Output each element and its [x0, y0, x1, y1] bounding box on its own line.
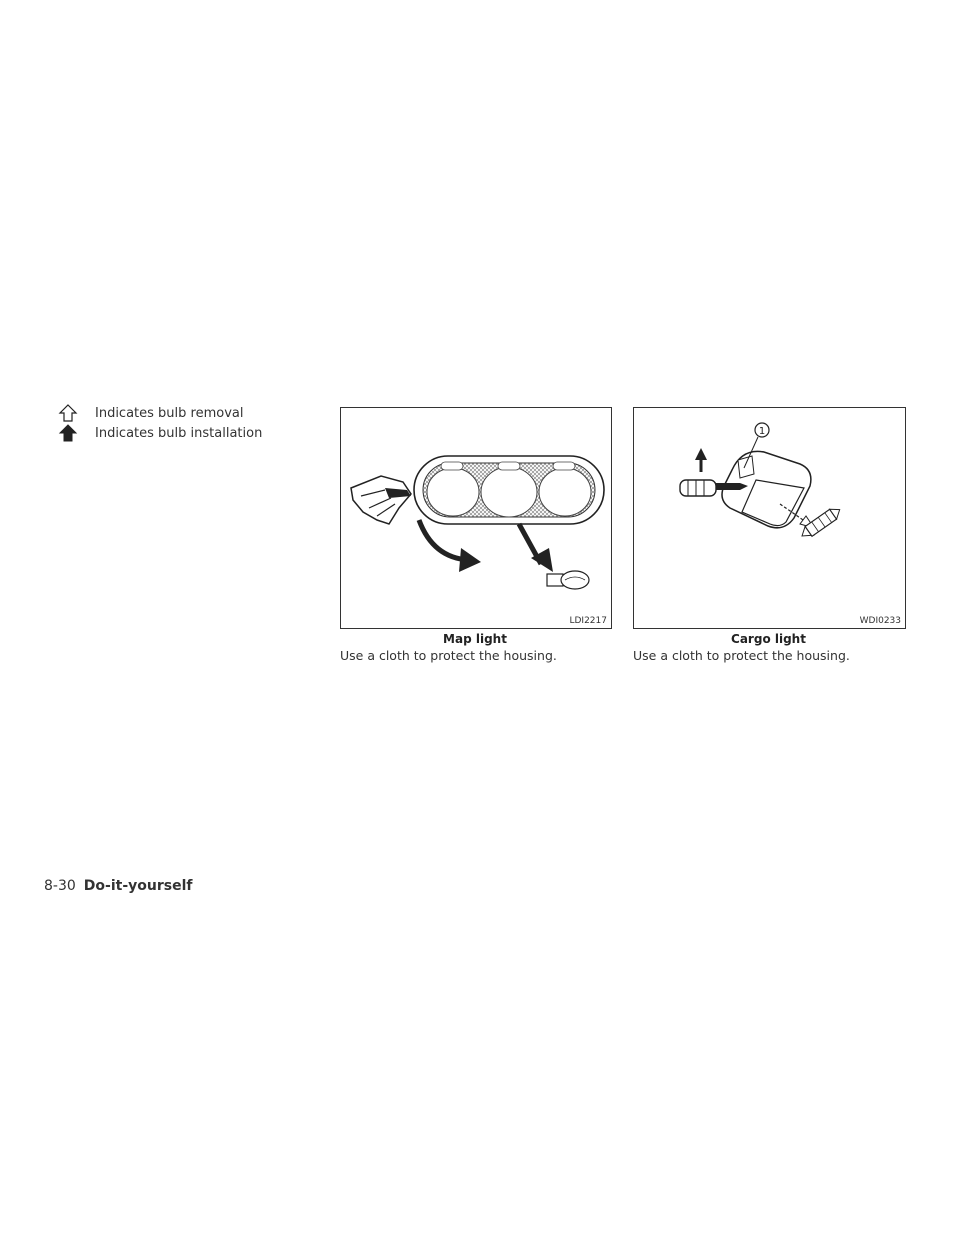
- figure-code: WDI0233: [859, 616, 901, 626]
- callout-number: 1: [758, 426, 766, 437]
- cargo-light-illustration: [634, 408, 905, 628]
- figure-text: Use a cloth to protect the housing.: [633, 648, 850, 663]
- legend-installation-label: Indicates bulb installation: [95, 425, 263, 441]
- page-number: 8-30: [44, 878, 76, 894]
- legend-installation: [58, 424, 262, 442]
- section-title: Do-it-yourself: [83, 878, 193, 894]
- figure-code: LDI2217: [569, 616, 607, 626]
- outline-up-arrow-icon: [58, 404, 78, 422]
- figure-text: Use a cloth to protect the housing.: [340, 648, 557, 663]
- filled-up-arrow-icon: [58, 424, 78, 442]
- legend-removal-label: Indicates bulb removal: [95, 405, 244, 421]
- cargo-light-figure: [633, 407, 906, 629]
- legend-removal: [58, 404, 243, 422]
- figure-caption: Cargo light: [731, 632, 806, 646]
- map-light-illustration: [341, 408, 611, 628]
- map-light-figure: [340, 407, 612, 629]
- figure-caption: Map light: [443, 632, 507, 646]
- page-footer: [44, 878, 192, 894]
